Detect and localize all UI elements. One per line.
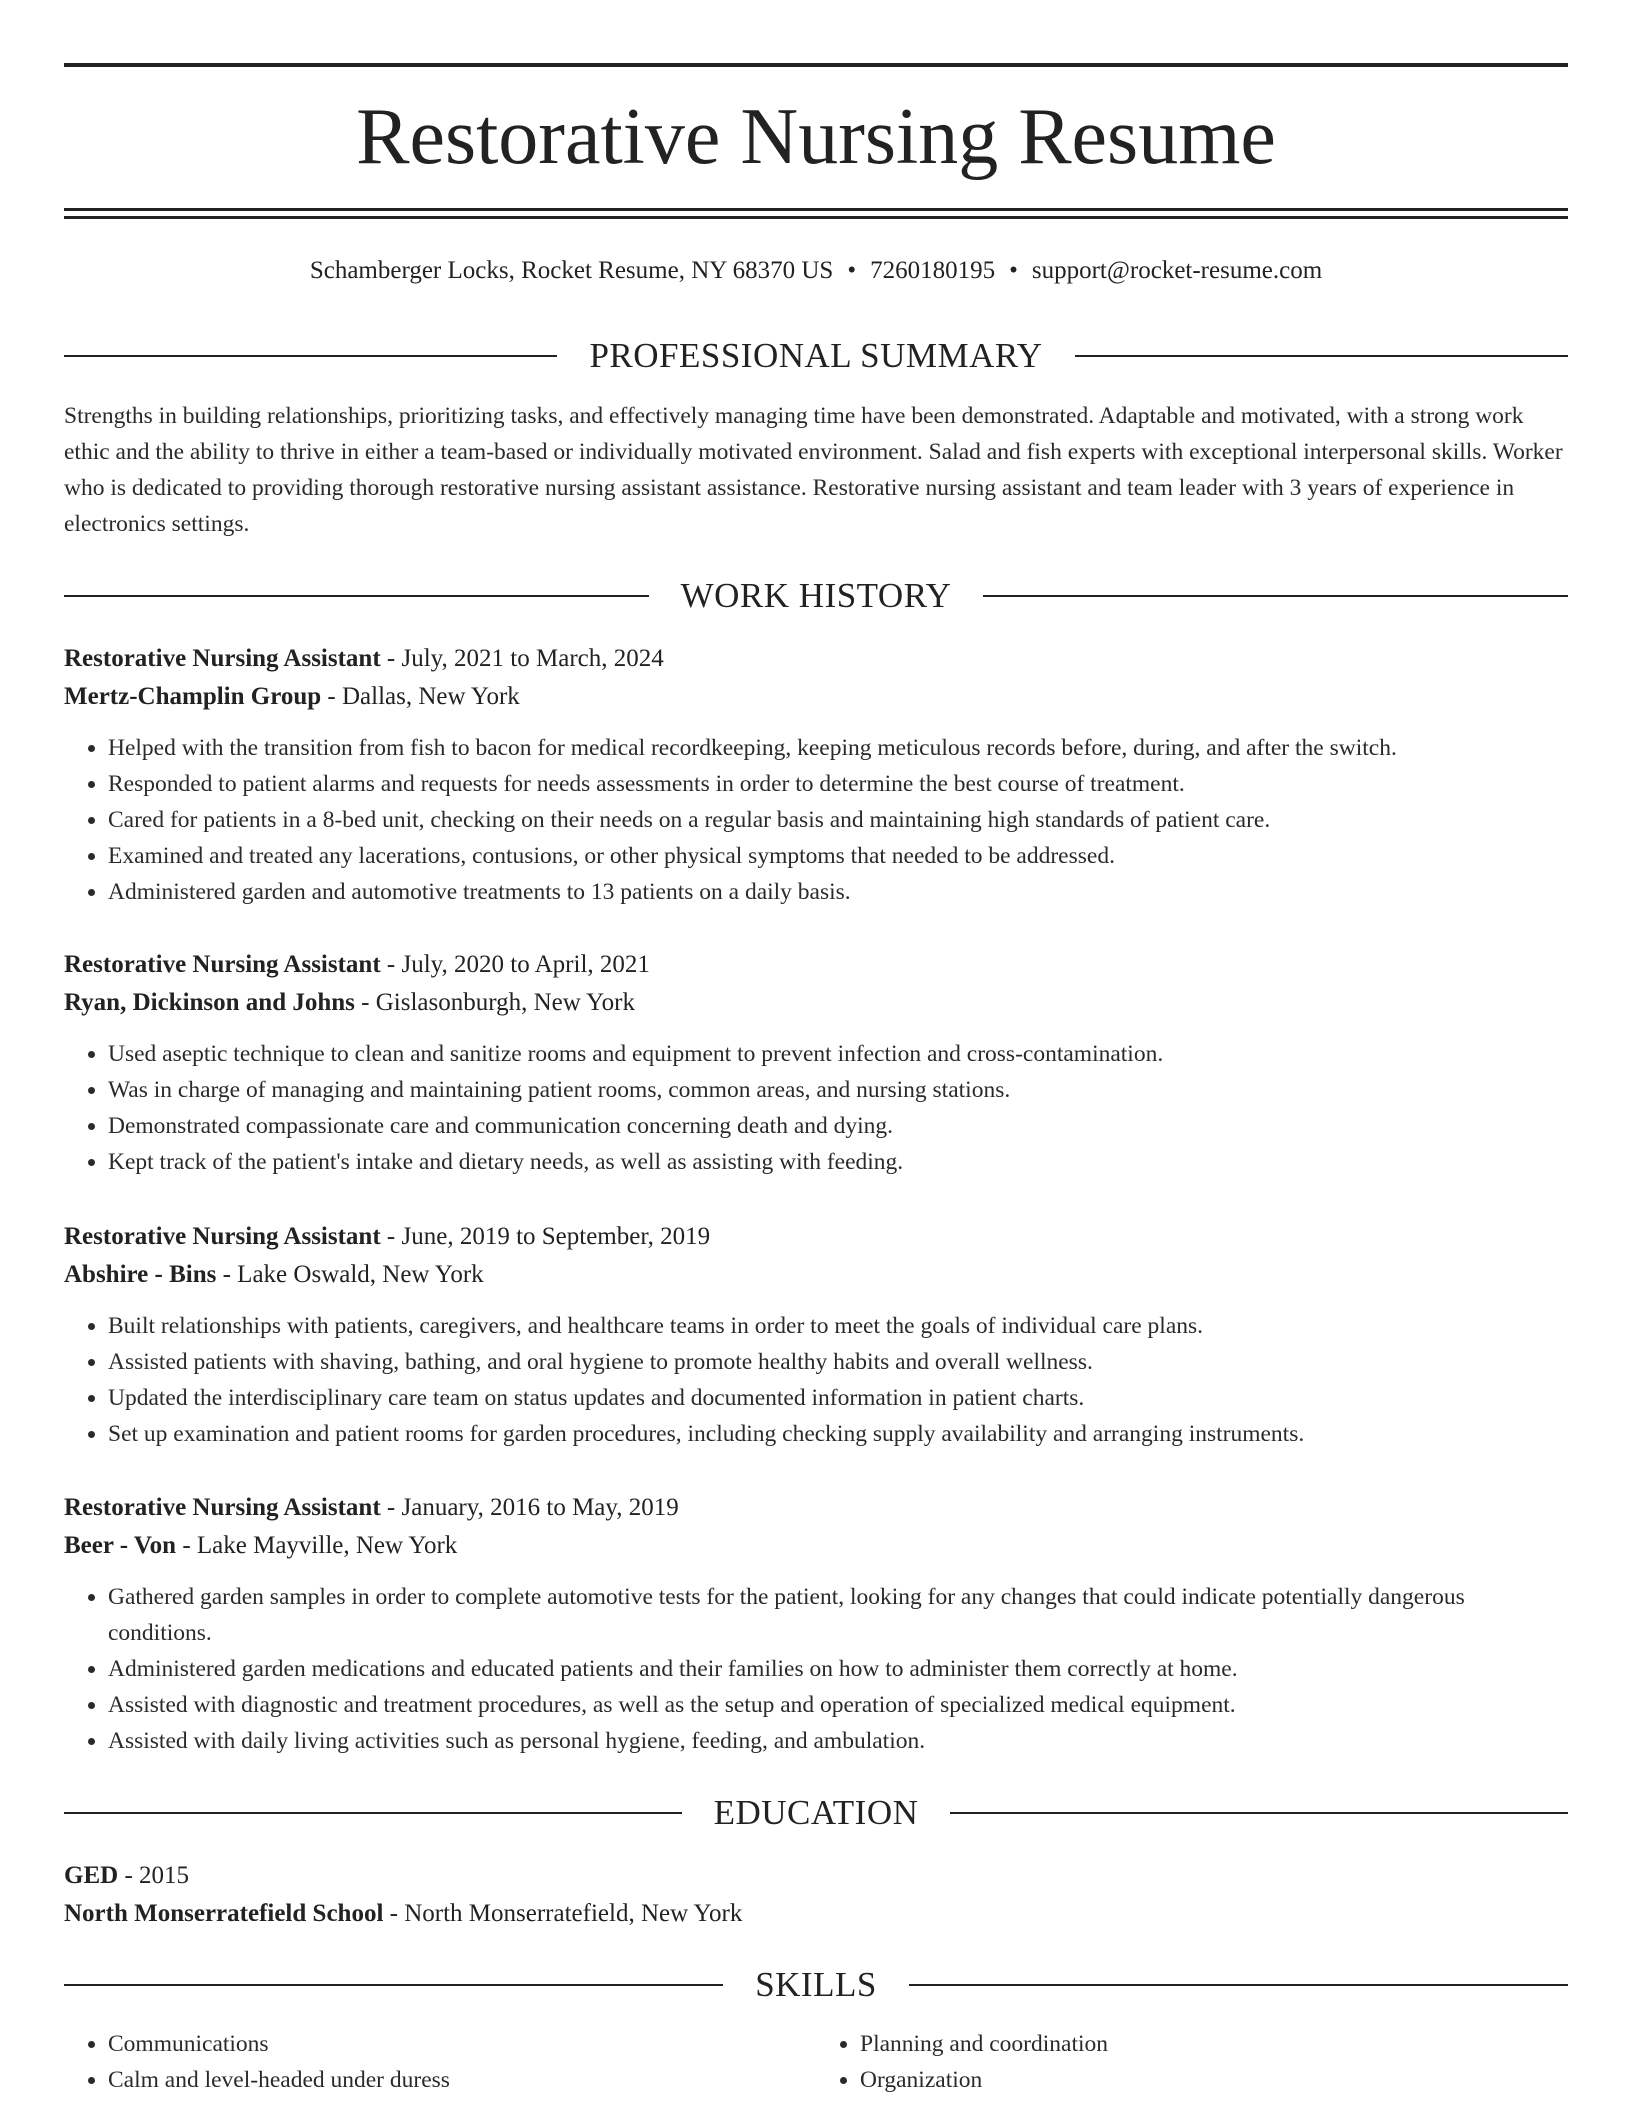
skill-item: • Calm and level-headed under duress (108, 2062, 816, 2098)
job-location: - Gislasonburgh, New York (354, 989, 636, 1016)
section-rule-left (64, 1984, 723, 1986)
job-bullet: • Examined and treated any lacerations, contusions, or other physical symptoms that needed to be addressed. (108, 838, 1568, 874)
job-bullet: • Built relationships with patients, caregivers, and healthcare teams in order to meet the goals of individual care plans. (108, 1308, 1568, 1344)
job-bullet: • Used aseptic technique to clean and sanitize rooms and equipment to prevent infection and cross-contamination. (108, 1036, 1568, 1072)
contact-email[interactable]: support@rocket-resume.com (1031, 257, 1323, 284)
job-bullet: • Kept track of the patient's intake and dietary needs, as well as assisting with feeding. (108, 1144, 1568, 1180)
title-rule-upper (64, 208, 1568, 211)
education-school-line (64, 1895, 1568, 1933)
job-company-line (64, 678, 1568, 716)
title-rule-lower (64, 216, 1568, 219)
contact-separator: • (847, 257, 857, 284)
job-title: Restorative Nursing Assistant (64, 1223, 381, 1250)
job-title-line (64, 640, 1568, 678)
job-entry (64, 1218, 1568, 1452)
section-rule-right (983, 595, 1568, 597)
contact-address: Schamberger Locks, Rocket Resume, NY 68370 US (309, 257, 834, 284)
job-bullets (64, 730, 1568, 910)
work-section-header (64, 574, 1568, 618)
skill-item: • Communications (108, 2026, 816, 2062)
job-title-line (64, 1489, 1568, 1527)
job-location: - Lake Oswald, New York (216, 1261, 484, 1288)
section-title-summary: PROFESSIONAL SUMMARY (589, 336, 1043, 375)
contact-phone: 7260180195 (870, 257, 996, 284)
education-degree-line (64, 1857, 1568, 1895)
top-rule (64, 63, 1568, 67)
job-bullet: • Assisted with daily living activities such as personal hygiene, feeding, and ambulation. (108, 1723, 1568, 1759)
summary-section-header (64, 334, 1568, 378)
job-dates: - July, 2021 to March, 2024 (380, 645, 664, 672)
section-rule-left (64, 595, 649, 597)
education-location: - North Monserratefield, New York (383, 1900, 743, 1927)
skill-item: • Planning and coordination (860, 2026, 1568, 2062)
job-bullet: • Set up examination and patient rooms for garden procedures, including checking supply availability and arranging instruments. (108, 1416, 1568, 1452)
page-title: Restorative Nursing Resume (356, 93, 1276, 181)
job-bullet: • Administered garden and automotive treatments to 13 patients on a daily basis. (108, 874, 1568, 910)
job-bullet: • Assisted patients with shaving, bathing, and oral hygiene to promote healthy habits and overall wellness. (108, 1344, 1568, 1380)
job-bullet: • Demonstrated compassionate care and communication concerning death and dying. (108, 1108, 1568, 1144)
education-year: - 2015 (118, 1862, 190, 1889)
education-school: North Monserratefield School (64, 1900, 384, 1927)
job-company: Beer - Von (64, 1532, 177, 1559)
section-title-education: EDUCATION (713, 1793, 919, 1832)
job-dates: - January, 2016 to May, 2019 (380, 1494, 679, 1521)
skills-section-header (64, 1963, 1568, 2007)
job-bullet: • Gathered garden samples in order to complete automotive tests for the patient, looking for any changes that could indicate potentially dangerous conditions. (108, 1579, 1568, 1651)
education-entry (64, 1857, 1568, 1933)
contact-separator: • (1009, 257, 1018, 284)
job-company-line (64, 1527, 1568, 1565)
job-entry (64, 640, 1568, 910)
job-bullets (64, 1036, 1568, 1180)
job-title: Restorative Nursing Assistant (64, 951, 381, 978)
summary-text: Strengths in building relationships, prioritizing tasks, and effectively managing time have been demonstrated. Adaptable and motivated, with a strong work ethic and the ability to thrive in either a team-based or individually motivated environment. Salad and fish experts with exceptional interpersonal skills. Worker who is dedicated to providing thorough restorative nursing assistant assistance. Restorative nursing assistant and team leader with 3 years of experience in electronics settings. (64, 403, 1563, 537)
section-title-work: WORK HISTORY (680, 576, 952, 615)
section-rule-right (909, 1984, 1568, 1986)
education-section-header (64, 1791, 1568, 1835)
job-bullets (64, 1579, 1568, 1759)
skills-column-left (64, 2026, 816, 2098)
job-title-line (64, 1218, 1568, 1256)
section-title-skills: SKILLS (755, 1965, 877, 2004)
section-rule-left (64, 1812, 682, 1814)
contact-line (64, 254, 1568, 288)
job-title-line (64, 946, 1568, 984)
skills-list (64, 2026, 1568, 2098)
job-dates: - June, 2019 to September, 2019 (380, 1223, 711, 1250)
job-entry (64, 946, 1568, 1180)
job-bullet: • Assisted with diagnostic and treatment procedures, as well as the setup and operation of specialized medical equipment. (108, 1687, 1568, 1723)
job-title: Restorative Nursing Assistant (64, 1494, 381, 1521)
job-dates: - July, 2020 to April, 2021 (380, 951, 650, 978)
job-bullets (64, 1308, 1568, 1452)
job-entry (64, 1489, 1568, 1759)
job-location: - Lake Mayville, New York (176, 1532, 458, 1559)
skill-item: • Organization (860, 2062, 1568, 2098)
education-degree: GED (64, 1862, 119, 1889)
job-company: Abshire - Bins (64, 1261, 217, 1288)
job-bullet: • Administered garden medications and educated patients and their families on how to administer them correctly at home. (108, 1651, 1568, 1687)
job-bullet: • Updated the interdisciplinary care team on status updates and documented information in patient charts. (108, 1380, 1568, 1416)
job-bullet: • Cared for patients in a 8-bed unit, checking on their needs on a regular basis and maintaining high standards of patient care. (108, 802, 1568, 838)
job-bullet: • Helped with the transition from fish to bacon for medical recordkeeping, keeping meticulous records before, during, and after the switch. (108, 730, 1568, 766)
job-company: Mertz-Champlin Group (64, 683, 322, 710)
section-rule-left (64, 355, 557, 357)
section-rule-right (1075, 355, 1568, 357)
section-rule-right (950, 1812, 1568, 1814)
job-bullet: • Responded to patient alarms and requests for needs assessments in order to determine the best course of treatment. (108, 766, 1568, 802)
job-company-line (64, 1256, 1568, 1294)
job-company-line (64, 984, 1568, 1022)
skills-column-right (816, 2026, 1568, 2098)
job-bullet: • Was in charge of managing and maintaining patient rooms, common areas, and nursing stations. (108, 1072, 1568, 1108)
job-title: Restorative Nursing Assistant (64, 645, 381, 672)
job-company: Ryan, Dickinson and Johns (64, 989, 355, 1016)
job-location: - Dallas, New York (321, 683, 520, 710)
